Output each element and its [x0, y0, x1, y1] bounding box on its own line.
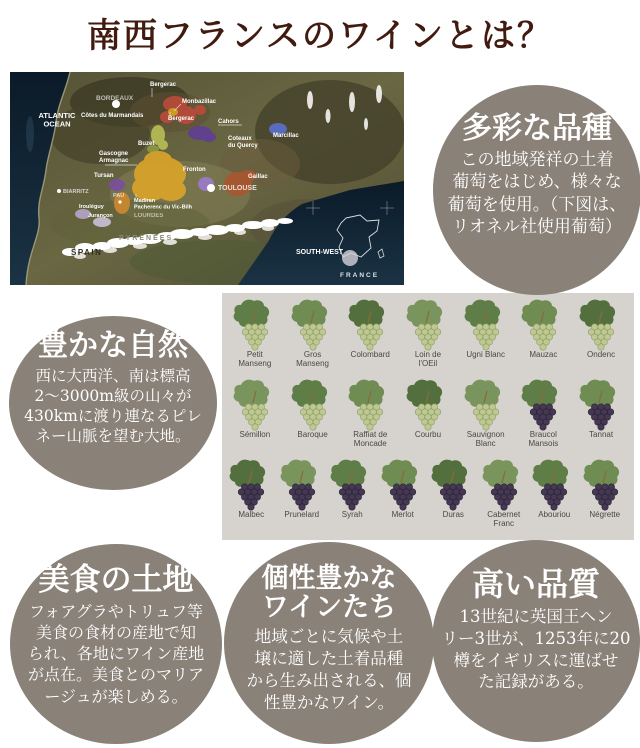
map-label-bergerac-s: Bergerac [168, 116, 195, 122]
grape-name: Gros Manseng [296, 350, 329, 368]
map-label-bordeaux: BORDEAUX [96, 95, 134, 102]
vine-leaf [580, 380, 616, 409]
grape-item [286, 377, 340, 440]
map-label-france: FRANCE [340, 272, 380, 279]
map-label-buzet: Buzet [138, 141, 155, 147]
grape-item [516, 297, 570, 360]
ocean-glint [26, 116, 34, 152]
vine-leaf [522, 300, 558, 329]
blob-heading: 多彩な品種 [462, 111, 612, 146]
vine-leaf [291, 300, 327, 329]
grape-item [459, 297, 513, 360]
grape-cluster-illustration [405, 297, 451, 353]
grape-cluster-illustration [582, 457, 628, 513]
grape-cluster-illustration [481, 457, 527, 513]
toulouse-city-dot [207, 184, 215, 192]
grape-name: Mauzac [529, 350, 558, 359]
grape-item [228, 377, 282, 440]
map-label-lourdes: LOURDES [134, 213, 164, 219]
vine-leaf [407, 380, 443, 409]
grape-name: Abouriou [538, 510, 571, 519]
grape-cluster-illustration [578, 297, 624, 353]
map-label-biarritz: BIARRITZ [63, 189, 89, 195]
blob-body: この地域発祥の土着 葡萄をはじめ、様々な 葡萄を使用。（下図は、 リオネル社使用葡萄） [447, 150, 627, 238]
grape-name: Loin de l'OEil [414, 350, 442, 368]
map-label-irouleguy: Irouléguy [79, 204, 104, 210]
grape-cluster-illustration [405, 377, 451, 433]
grape-cluster-illustration [430, 457, 476, 513]
map-label-monbazillac: Monbazillac [182, 99, 217, 105]
southwest-france-map [10, 72, 404, 285]
blob-high-quality [432, 540, 640, 742]
grape-name: Braucol Mansois [528, 430, 559, 448]
grape-item [328, 457, 376, 520]
grape-cluster-illustration [329, 457, 375, 513]
vine-leaf [432, 460, 468, 489]
grape-item [401, 377, 455, 440]
map-label-toulouse: TOULOUSE [218, 185, 257, 192]
vine-leaf [464, 300, 500, 329]
vine-leaf [349, 300, 385, 329]
grape-name: Cabernet Franc [487, 510, 521, 528]
blob-diverse-varieties [433, 85, 640, 295]
blob-body: 地域ごとに気候や土 壌に適した土着品種 から生み出される、個 性豊かなワイン。 [246, 627, 412, 712]
grape-item [516, 377, 570, 449]
grape-row-white-2 [222, 377, 634, 457]
map-label-cotes-du-marmandais: Côtes du Marmandais [81, 113, 144, 119]
page-title: 南西フランスのワインとは？ [87, 16, 553, 56]
grape-cluster-illustration [463, 297, 509, 353]
grape-cluster-illustration [380, 457, 426, 513]
blob-heading: 美食の土地 [38, 562, 194, 598]
grape-item [574, 377, 628, 440]
blob-heading: 高い品質 [471, 565, 600, 603]
grape-item [343, 377, 397, 449]
grape-item [228, 297, 282, 369]
grape-cluster-illustration [578, 377, 624, 433]
grape-cluster-illustration [290, 297, 336, 353]
grape-name: Colombard [350, 350, 390, 359]
biarritz-city-dot [57, 189, 61, 193]
grape-cluster-illustration [290, 377, 336, 433]
map-label-bergerac-n: Bergerac [150, 82, 177, 88]
grape-item [278, 457, 326, 520]
grape-name: Petit Manseng [238, 350, 272, 368]
vine-leaf [464, 380, 500, 409]
grape-name: Syrah [341, 510, 363, 519]
grape-item [379, 457, 427, 520]
map-label-pau: PAU [113, 193, 125, 199]
blob-rich-nature [9, 316, 217, 490]
map-label-spain: SPAIN [71, 248, 103, 257]
map-label-pyrenees: PYRÉNÉES [119, 235, 174, 242]
grape-item [343, 297, 397, 360]
grape-name: Sémillon [239, 430, 271, 439]
grape-cluster-illustration [232, 377, 278, 433]
grape-cluster-illustration [347, 377, 393, 433]
blob-characterful-wines [224, 542, 434, 744]
vine-leaf [482, 460, 518, 489]
map-label-marcillac: Marcillac [273, 133, 299, 139]
grape-cluster-illustration [279, 457, 325, 513]
map-label-coteaux-du-quercy: Coteaux du Quercy [228, 136, 258, 149]
vine-leaf [233, 380, 269, 409]
map-label-fronton: Fronton [183, 167, 206, 173]
vine-leaf [280, 460, 316, 489]
vine-leaf [583, 460, 619, 489]
map-label-jurancon: Jurançon [88, 213, 113, 219]
grape-cluster-illustration [520, 297, 566, 353]
grape-cluster-illustration [232, 297, 278, 353]
grape-item [530, 457, 578, 520]
grape-row-white-1 [222, 297, 634, 377]
grape-item [227, 457, 275, 520]
grape-name: Ugni Blanc [466, 350, 505, 359]
grape-name: Courbu [414, 430, 442, 439]
grape-name: Merlot [391, 510, 414, 519]
vine-leaf [580, 300, 616, 329]
grape-varieties-panel [222, 293, 634, 540]
vine-leaf [230, 460, 266, 489]
blob-gastronomy-land [10, 544, 222, 744]
grape-item [286, 297, 340, 369]
map-label-tursan: Tursan [94, 173, 114, 179]
grape-name: Prunelard [284, 510, 320, 519]
grape-row-red [222, 457, 634, 537]
blob-body: 西に大西洋、南は標高 2～3000m級の山々が 430kmに渡り連なるピレ ネー山脈を望む大地。 [24, 367, 202, 446]
grape-cluster-illustration [520, 377, 566, 433]
blob-heading: 豊かな自然 [38, 328, 188, 363]
grape-name: Tannat [589, 430, 614, 439]
grape-name: Malbec [238, 510, 265, 519]
map-label-cahors: Cahors [218, 119, 239, 125]
vine-leaf [407, 300, 443, 329]
map-label-atlantic-ocean: ATLANTIC OCEAN [38, 111, 76, 129]
vine-leaf [349, 380, 385, 409]
grape-item [574, 297, 628, 360]
map-label-gaillac: Gaillac [248, 174, 268, 180]
vine-leaf [233, 300, 269, 329]
grape-cluster-illustration [228, 457, 274, 513]
grape-name: Duras [442, 510, 464, 519]
grape-item [459, 377, 513, 449]
grape-name: Sauvignon Blanc [466, 430, 505, 448]
grape-name: Négrette [589, 510, 621, 519]
grape-cluster-illustration [347, 297, 393, 353]
grape-item [401, 297, 455, 369]
blob-body: 13世紀に英国王ヘン リー3世が、1253年に20 樽をイギリスに運ばせ た記録がある。 [441, 607, 631, 692]
grape-cluster-illustration [531, 457, 577, 513]
blob-body: フォアグラやトリュフ等 美食の食材の産地で知 られ、各地にワイン産地 が点在。美食とのマリア ージュが楽しめる。 [27, 602, 205, 706]
map-label-gascogne-armagnac: Gascogne Armagnac [99, 151, 129, 164]
vine-leaf [522, 380, 558, 409]
vine-leaf [291, 380, 327, 409]
pau-city-dot [118, 200, 121, 203]
grape-name: Baroque [297, 430, 328, 439]
blob-heading: 個性豊かな ワインたち [261, 563, 397, 624]
grape-name: Raffiat de Moncade [353, 430, 388, 448]
map-label-madiran: Madiran Pacherenc du Vic-Bilh [134, 198, 192, 211]
grape-item [480, 457, 528, 529]
grape-item [581, 457, 629, 520]
vine-leaf [533, 460, 569, 489]
vine-leaf [331, 460, 367, 489]
map-label-south-west: SOUTH-WEST [296, 249, 344, 256]
southwest-marker-dot [342, 250, 358, 266]
grape-cluster-illustration [463, 377, 509, 433]
vine-leaf [381, 460, 417, 489]
grape-name: Ondenc [587, 350, 616, 359]
grape-item [429, 457, 477, 520]
